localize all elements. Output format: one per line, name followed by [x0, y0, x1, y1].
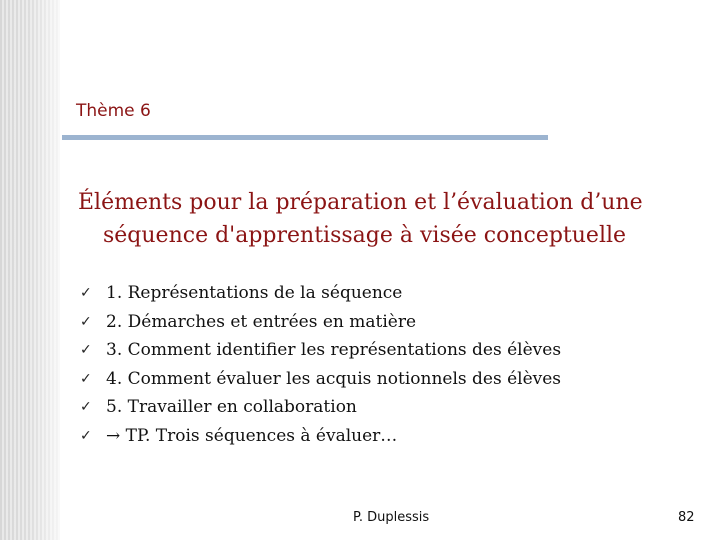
list-item-text: 4. Comment évaluer les acquis notionnels des élèves	[106, 368, 562, 389]
checkmark-icon: ✓	[80, 313, 92, 330]
list-item-text: → TP. Trois séquences à évaluer…	[106, 425, 398, 446]
slide-title-line-2: séquence d'apprentissage à visée conceptuelle	[103, 223, 627, 248]
theme-label: Thème 6	[76, 101, 151, 121]
slide-title-line-1: Éléments pour la préparation et l’évaluation d’une	[78, 190, 643, 215]
footer-author: P. Duplessis	[353, 510, 430, 525]
checkmark-icon: ✓	[80, 399, 92, 416]
list-item	[80, 393, 680, 422]
list-item	[80, 308, 680, 337]
list-item	[80, 336, 680, 365]
list-item-text: 1. Représentations de la séquence	[106, 283, 403, 303]
list-item	[80, 422, 680, 451]
slide-title	[78, 186, 698, 252]
checkmark-icon: ✓	[80, 370, 92, 387]
list-item-text: 5. Travailler en collaboration	[106, 397, 357, 418]
list-item-text: 3. Comment identifier les représentations des élèves	[106, 340, 562, 361]
left-band-fade	[0, 0, 60, 540]
page-number: 82	[678, 510, 695, 525]
list-item	[80, 279, 680, 308]
bullet-list	[80, 279, 680, 451]
checkmark-icon: ✓	[80, 285, 92, 301]
checkmark-icon: ✓	[80, 427, 92, 444]
checkmark-icon: ✓	[80, 342, 92, 359]
list-item	[80, 365, 680, 394]
list-item-text: 2. Démarches et entrées en matière	[106, 311, 417, 332]
title-divider-rule	[62, 135, 548, 140]
